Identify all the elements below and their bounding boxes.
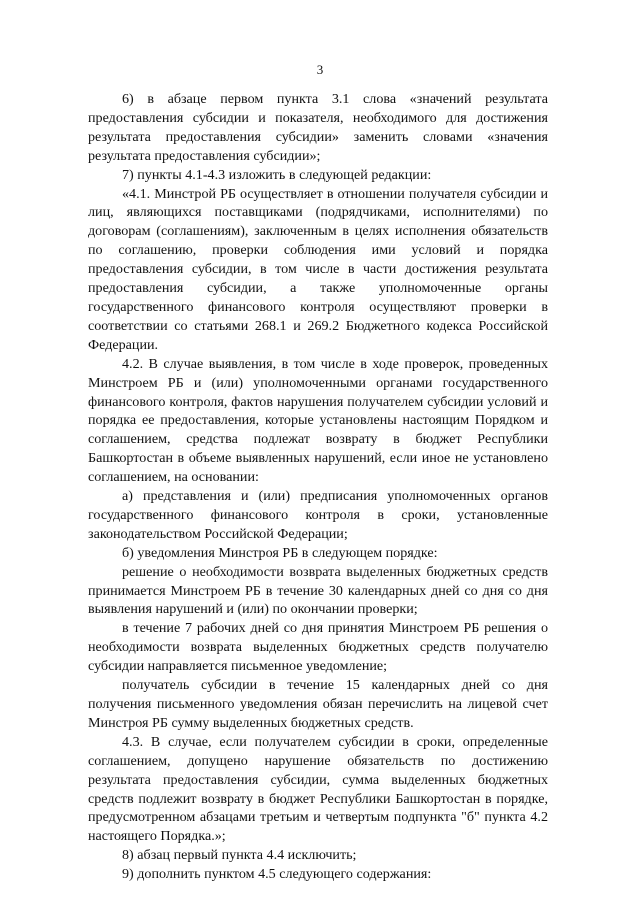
paragraph-clause-4-1: «4.1. Минстрой РБ осуществляет в отношении получателя субсидии и лиц, являющихся поставщиками (подрядчиками, исполнителями) по договорам (соглашениям), заключенным в целях исполнения обязательств по соглашению, проверки соблюдения ими условий и порядка предоставления субсидии, в том числе в части достижения результата предоставления субсидии, а также уполномоченные органы государственного финансового контроля осуществляют проверки в соответствии со статьями 268.1 и 269.2 Бюджетного кодекса Российской Федерации.	[88, 185, 548, 353]
paragraph-clause-4-2: 4.2. В случае выявления, в том числе в ходе проверок, проведенных Минстроем РБ и (или) уполномоченными органами государственного финансового контроля, фактов нарушения получателем субсидии условий и порядка ее предоставления, которые установлены настоящим Порядком и соглашением, средства подлежат возврату в бюджет Республики Башкортостан в объеме выявленных нарушений, если иное не установлено соглашением, на основании:	[88, 355, 548, 486]
document-body	[88, 90, 548, 884]
paragraph-clause-4-3: 4.3. В случае, если получателем субсидии в сроки, определенные соглашением, допущено нарушение обязательств по достижению результата предоставления субсидии, сумма выделенных бюджетных средств подлежит возврату в бюджет Республики Башкортостан в порядке, предусмотренном абзацами третьим и четвертым подпункта "б" пункта 4.2 настоящего Порядка.»;	[88, 733, 548, 845]
paragraph-notification: в течение 7 рабочих дней со дня принятия Минстроем РБ решения о необходимости возврата выделенных бюджетных средств получателю субсидии направляется письменное уведомление;	[88, 620, 548, 675]
paragraph-item-8: 8) абзац первый пункта 4.4 исключить;	[122, 847, 357, 864]
paragraph-item-9: 9) дополнить пунктом 4.5 следующего содержания:	[122, 866, 432, 883]
paragraph-item-7: 7) пункты 4.1-4.3 изложить в следующей редакции:	[122, 166, 432, 183]
paragraph-transfer: получатель субсидии в течение 15 календарных дней со дня получения письменного уведомления обязан перечислить на лицевой счет Минстроя РБ сумму выделенных бюджетных средств.	[88, 677, 548, 731]
page-number: 3	[316, 62, 324, 77]
paragraph-subclause-b: б) уведомления Минстроя РБ в следующем порядке:	[122, 544, 438, 561]
paragraph-return-decision: решение о необходимости возврата выделенных бюджетных средств принимается Минстроем РБ в течение 30 календарных дней со дня со дня выявления нарушений и (или) по окончании проверки;	[88, 563, 548, 618]
paragraph-item-6: 6) в абзаце первом пункта 3.1 слова «значений результата предоставления субсидии и показателя, необходимого для достижения результата предоставления субсидии» заменить словами «значения результата предоставления субсидии»;	[88, 91, 548, 164]
paragraph-subclause-a: а) представления и (или) предписания уполномоченных органов государственного финансового контроля в сроки, установленные законодательством Российской Федерации;	[88, 488, 548, 542]
